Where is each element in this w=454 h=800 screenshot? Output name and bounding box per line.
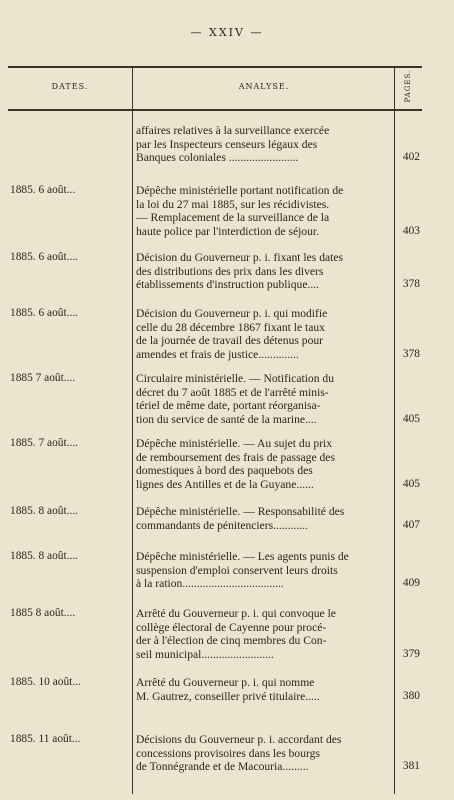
row-analysis bbox=[136, 676, 392, 703]
row-page-number: 378 bbox=[402, 347, 420, 360]
row-analysis bbox=[136, 251, 392, 292]
row-analysis bbox=[136, 372, 392, 426]
analysis-line: Dépêche ministérielle. — Au sujet du prix bbox=[136, 437, 333, 450]
dates-column-rule bbox=[132, 66, 133, 794]
row-date: 1885 8 août.... bbox=[10, 607, 76, 619]
analysis-line: lignes des Antilles et de la Guyane...... bbox=[136, 477, 314, 491]
analysis-line: collège électoral de Cayenne pour procé- bbox=[136, 620, 327, 634]
analysis-line: Arrêté du Gouverneur p. i. qui convoque le bbox=[136, 607, 336, 620]
analysis-line: Circulaire ministérielle. — Notification du bbox=[136, 372, 335, 385]
row-analysis bbox=[136, 437, 392, 491]
analysis-line: domestiques à bord des paquebots des bbox=[136, 464, 313, 478]
analysis-line: Dépêche ministérielle. — Les agents punis de bbox=[136, 550, 349, 563]
analysis-line: Décisions du Gouverneur p. i. accordant des bbox=[136, 733, 342, 746]
row-analysis bbox=[136, 307, 392, 361]
row-date: 1885. 6 août.... bbox=[10, 307, 79, 319]
row-page-number: 403 bbox=[402, 224, 420, 237]
page-number: — XXIV — bbox=[190, 26, 264, 39]
analysis-line: commandants de pénitenciers............ bbox=[136, 518, 308, 532]
row-date: 1885 7 août.... bbox=[10, 372, 76, 384]
analysis-line: de la journée de travail des détenus pour bbox=[136, 334, 324, 348]
analysis-line: — Remplacement de la surveillance de la bbox=[136, 211, 330, 225]
analysis-line: suspension d'emploi conservent leurs droits bbox=[136, 563, 338, 577]
analysis-line: tion du service de santé de la marine.... bbox=[136, 412, 317, 426]
analysis-line: Décision du Gouverneur p. i. fixant les dates bbox=[136, 251, 344, 264]
row-analysis bbox=[136, 124, 392, 165]
analysis-line: par les Inspecteurs censeurs légaux des bbox=[136, 137, 318, 151]
row-page-number: 405 bbox=[402, 477, 420, 490]
analysis-line: Décision du Gouverneur p. i. qui modifie bbox=[136, 307, 328, 320]
row-analysis bbox=[136, 550, 392, 591]
analysis-line: la loi du 27 mai 1885, sur les récidivistes. bbox=[136, 197, 330, 211]
analysis-line: de remboursement des frais de passage des bbox=[136, 450, 335, 464]
header-pages: PAGES. bbox=[404, 69, 412, 103]
analysis-line: amendes et frais de justice.............. bbox=[136, 347, 299, 361]
row-date: 1885. 6 août... bbox=[10, 184, 76, 196]
row-page-number: 405 bbox=[402, 412, 420, 425]
analysis-line: Dépêche ministérielle. — Responsabilité des bbox=[136, 505, 345, 518]
analysis-line: établissements d'instruction publique.... bbox=[136, 278, 320, 292]
row-analysis bbox=[136, 184, 392, 238]
row-analysis bbox=[136, 505, 392, 532]
row-page-number: 380 bbox=[402, 689, 420, 702]
analysis-line: affaires relatives à la surveillance exercée bbox=[136, 124, 330, 137]
row-page-number: 402 bbox=[402, 151, 420, 164]
row-analysis bbox=[136, 607, 392, 661]
analysis-line: tériel de même date, portant réorganisa- bbox=[136, 399, 321, 413]
analysis-line: M. Gautrez, conseiller privé titulaire..... bbox=[136, 689, 320, 703]
row-date: 1885. 8 août.... bbox=[10, 550, 79, 562]
row-page-number: 379 bbox=[402, 647, 420, 660]
analysis-line: der à l'élection de cinq membres du Con- bbox=[136, 634, 327, 648]
analysis-line: Dépêche ministérielle portant notification de bbox=[136, 184, 344, 197]
index-table bbox=[10, 66, 422, 794]
row-analysis bbox=[136, 733, 392, 774]
row-page-number: 409 bbox=[402, 577, 420, 590]
analysis-line: Banques coloniales ........................ bbox=[136, 151, 299, 165]
row-date: 1885. 10 août... bbox=[10, 676, 81, 688]
row-date: 1885. 8 août.... bbox=[10, 505, 79, 517]
row-date: 1885. 7 août.... bbox=[10, 437, 79, 449]
analysis-line: seil municipal......................... bbox=[136, 647, 274, 661]
row-page-number: 407 bbox=[402, 518, 420, 531]
row-page-number: 378 bbox=[402, 278, 420, 291]
analysis-line: celle du 28 décembre 1867 fixant le taux bbox=[136, 320, 325, 334]
analysis-line: des distributions des prix dans les divers bbox=[136, 264, 324, 278]
analysis-line: décret du 7 août 1885 et de l'arrêté minis- bbox=[136, 385, 329, 399]
pages-column-rule bbox=[394, 66, 395, 794]
table-top-rule bbox=[8, 66, 422, 68]
analysis-line: concessions provisoires dans les bourgs bbox=[136, 746, 320, 760]
analysis-line: de Tonnégrande et de Macouria......... bbox=[136, 760, 309, 774]
row-date: 1885. 6 août.... bbox=[10, 251, 79, 263]
header-analyse: ANALYSE. bbox=[238, 82, 290, 91]
row-date: 1885. 11 août... bbox=[10, 733, 81, 745]
analysis-line: Arrêté du Gouverneur p. i. qui nomme bbox=[136, 676, 315, 689]
analysis-line: haute police par l'interdiction de séjour. bbox=[136, 224, 320, 238]
row-page-number: 381 bbox=[402, 760, 420, 773]
header-bottom-rule bbox=[8, 109, 422, 111]
header-dates: DATES. bbox=[51, 82, 89, 91]
analysis-line: à la ration................................... bbox=[136, 577, 284, 591]
